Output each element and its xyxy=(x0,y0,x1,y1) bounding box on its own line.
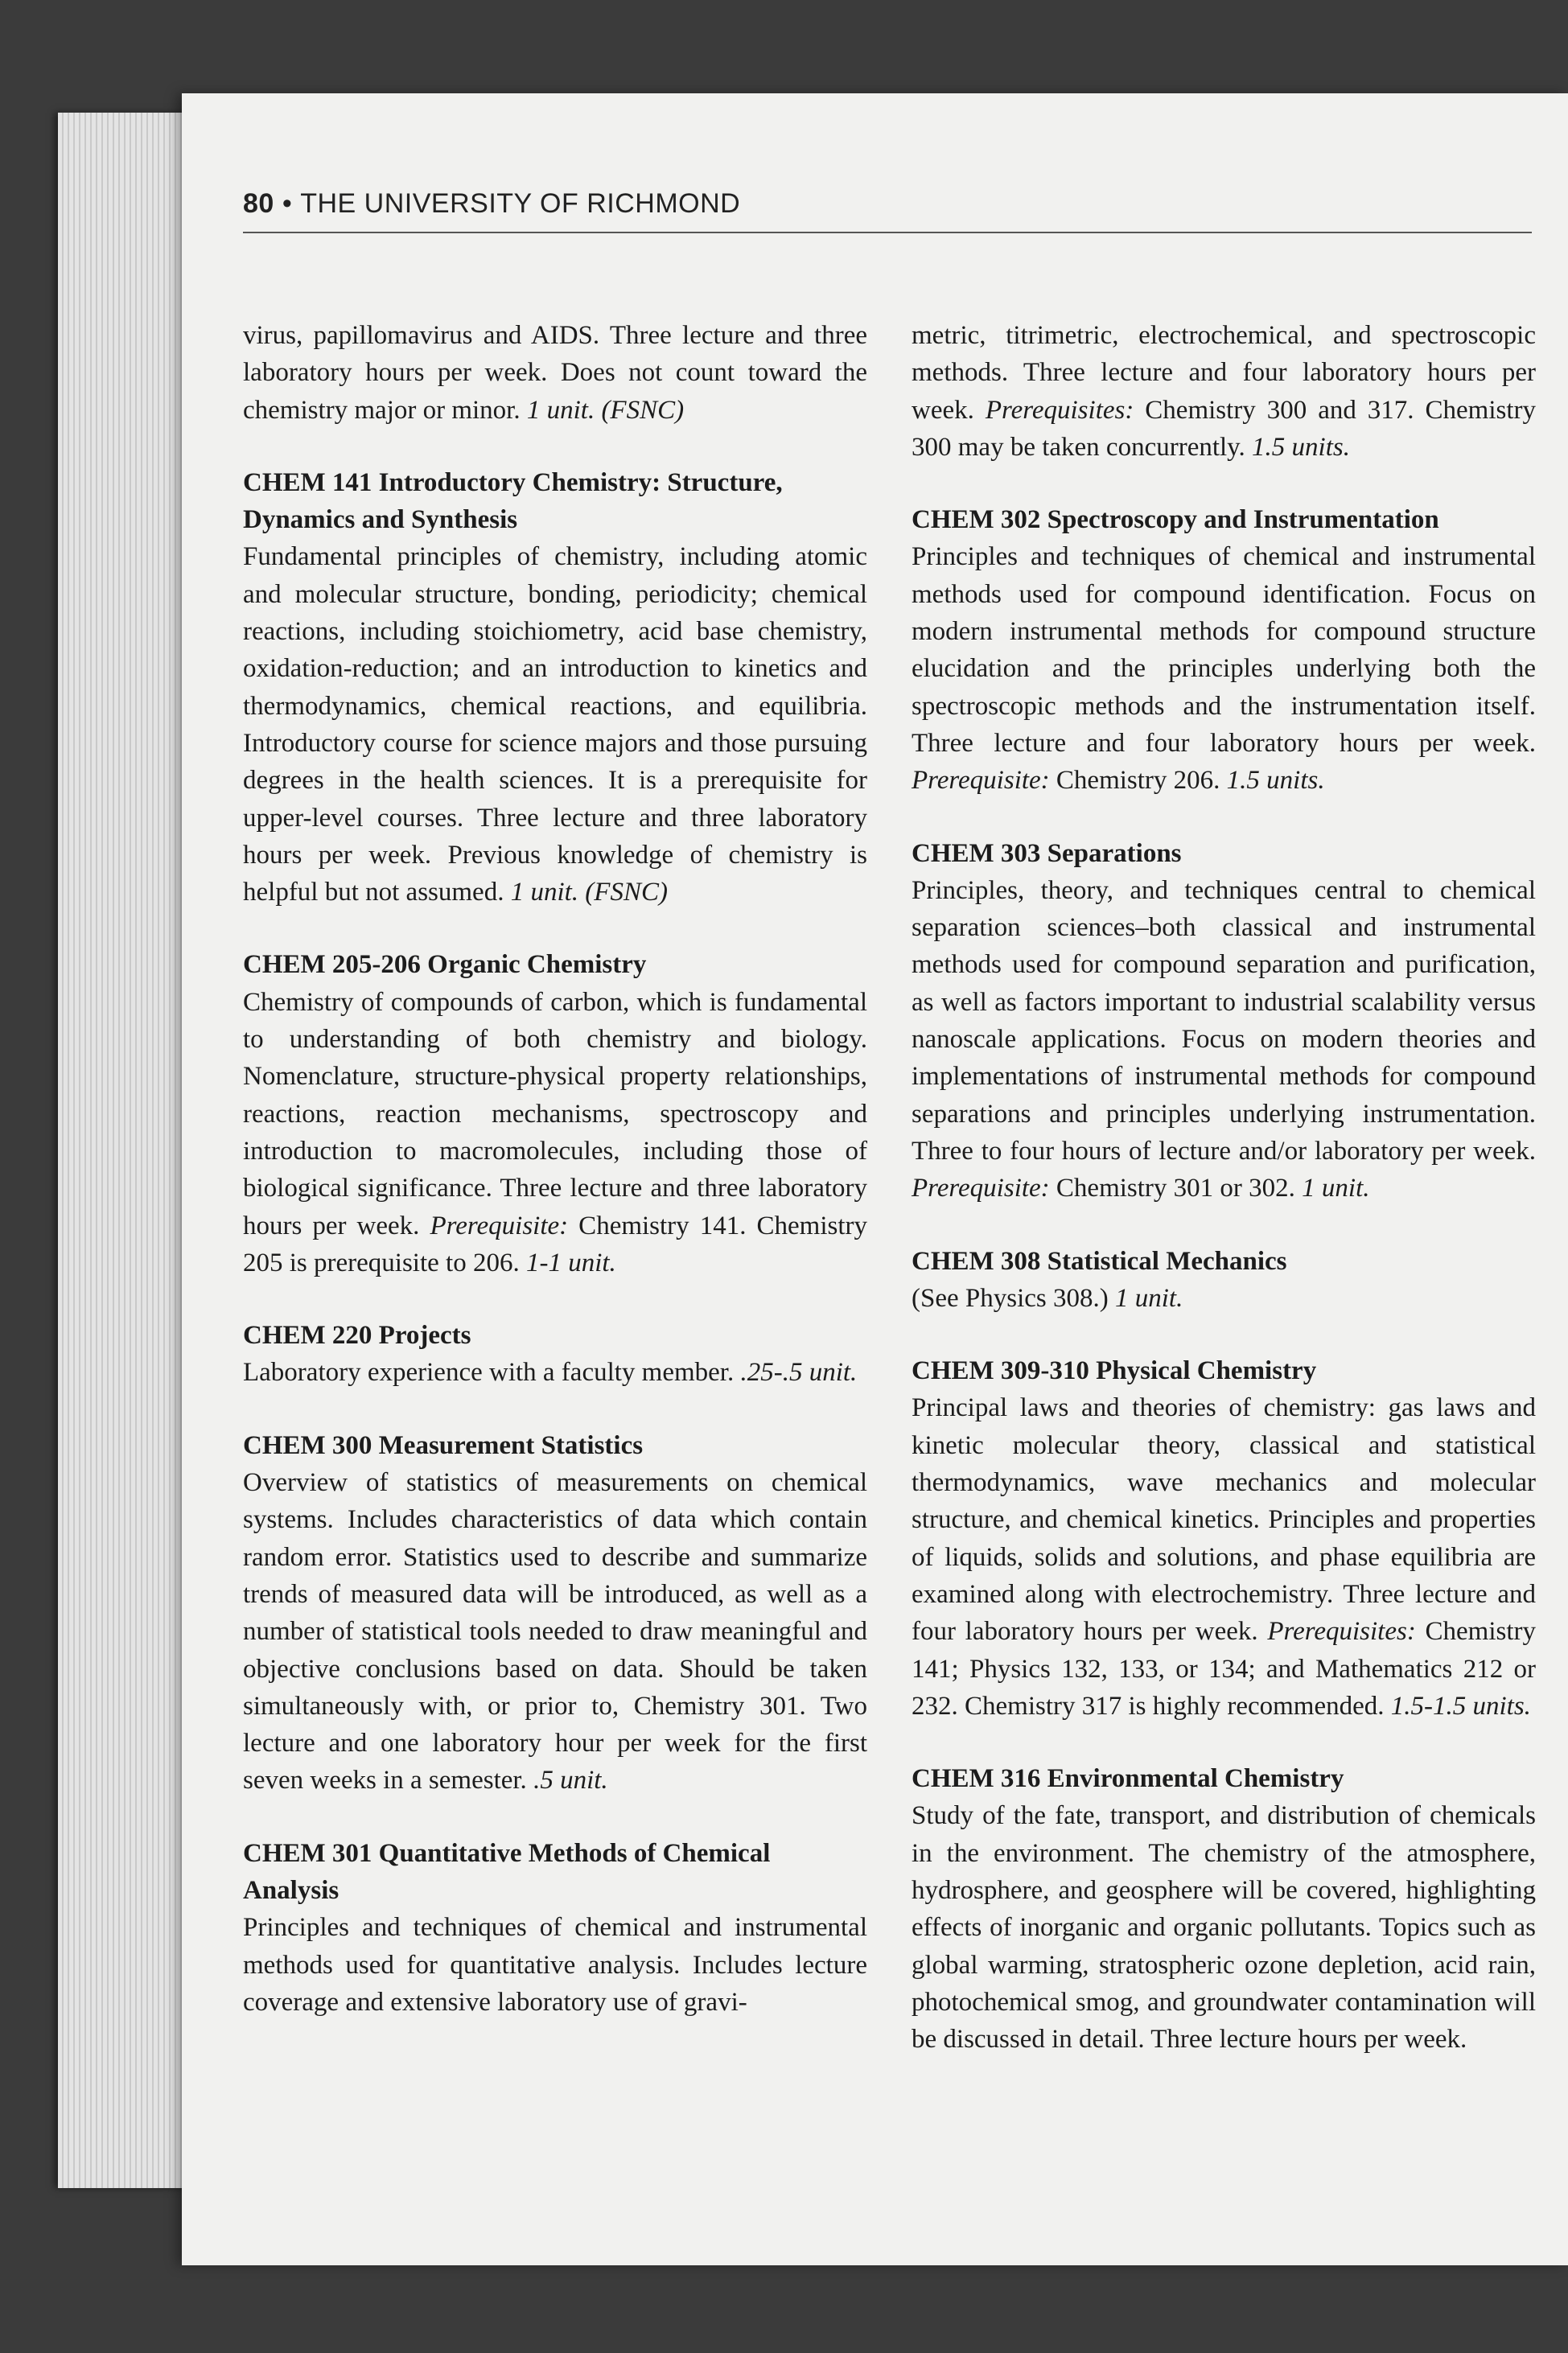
course-entry-chem302 xyxy=(912,501,1536,799)
course-title: CHEM 303 Separations xyxy=(912,838,1182,868)
prereq-text: Chemistry 300 and 317. Chemistry 300 may be taken concurrently. xyxy=(912,395,1536,462)
course-entry-chem303 xyxy=(912,835,1536,1207)
page-edge-stack xyxy=(58,113,195,2188)
course-entry-chem301 xyxy=(243,1835,867,2021)
course-title: CHEM 300 Measurement Statistics xyxy=(243,1430,644,1460)
header-separator: • xyxy=(282,188,293,219)
course-description: Principles and techniques of chemical and instrumental methods used for quantitative analysis. Includes lecture coverage and extensive laboratory use of gravi- xyxy=(243,1913,867,2017)
running-head xyxy=(243,188,740,220)
course-description: Fundamental principles of chemistry, including atomic and molecular structure, bonding, periodicity; chemical reactions, including stoichiometry, acid base chemistry, oxidation-reduction; and an introduction to kinetics and thermodynamics, chemical reactions, and equilibria. Introductory course for science majors and those pursuing degrees in the health sciences. It is a prerequisite for upper-level courses. Three lecture and three laboratory hours per week. Previous knowledge of chemistry is helpful but not assumed. 1 unit. (FSNC) xyxy=(243,542,867,907)
course-entry-continuation-right xyxy=(912,317,1536,466)
course-entry-chem300 xyxy=(243,1427,867,1800)
course-credit: .5 unit. xyxy=(533,1766,608,1796)
course-description: Principles and techniques of chemical and instrumental methods used for compound identification. Focus on modern instrumental methods for compound structure elucidation and the principles underlying both the spectroscopic methods and the instrumentation itself. Three lecture and four laboratory hours per week. Prerequisite: Chemistry 206. 1.5 units. xyxy=(912,542,1536,796)
prereq-text: Chemistry 206. xyxy=(1049,766,1227,796)
course-description: Principles, theory, and techniques central to chemical separation sciences–both classical and instrumental methods used for compound separation and purification, as well as factors important to industrial scalability versus nanoscale applications. Focus on modern theories and implementations of instrumental methods for compound separations and principles underlying instrumentation. Three to four hours of lecture and/or laboratory per week. Prerequisite: Chemistry 301 or 302. 1 unit. xyxy=(912,875,1536,1203)
entry-credit: 1.5 units. xyxy=(1252,432,1350,462)
course-credit: 1.5-1.5 units. xyxy=(1390,1691,1531,1721)
course-credit: 1-1 unit. xyxy=(525,1248,616,1277)
entry-text: virus, papillomavirus and AIDS. Three lecture and three laboratory hours per week. Does not count toward the chemistry major or minor. 1 unit. (FSNC) xyxy=(243,321,867,425)
course-description: (See Physics 308.) 1 unit. xyxy=(912,1283,1183,1313)
course-entry-chem309 xyxy=(912,1352,1536,1725)
prereq-text: Chemistry 301 or 302. xyxy=(1049,1174,1303,1203)
course-description: Principal laws and theories of chemistry: gas laws and kinetic molecular theory, classical and statistical thermodynamics, wave mechanics and molecular structure, and chemical kinetics. Principles and properties of liquids, solids and solutions, and phase equilibria are examined along with electrochemistry. Three lecture and four laboratory hours per week. Prerequisites: Chemistry 141; Physics 132, 133, or 134; and Mathematics 212 or 232. Chemistry 317 is highly recommended. 1.5-1.5 units. xyxy=(912,1393,1536,1721)
course-credit: 1 unit. xyxy=(1114,1283,1183,1313)
course-credit: 1 unit. xyxy=(1302,1174,1370,1203)
course-title: CHEM 309-310 Physical Chemistry xyxy=(912,1356,1317,1386)
course-description: Laboratory experience with a faculty member. .25-.5 unit. xyxy=(243,1358,858,1388)
course-title: CHEM 141 Introductory Chemistry: Structure, Dynamics and Synthesis xyxy=(243,467,783,535)
course-credit: .25-.5 unit. xyxy=(740,1358,858,1388)
course-description: Study of the fate, transport, and distribution of chemicals in the environment. The chemistry of the atmosphere, hydrosphere, and geosphere will be covered, highlighting effects of inorganic and organic pollutants. Topics such as global warming, stratospheric ozone depletion, acid rain, photochemical smog, and groundwater contamination will be discussed in detail. Three lecture hours per week. xyxy=(912,1801,1536,2055)
prereq-label: Prerequisite: xyxy=(430,1211,569,1240)
course-title: CHEM 302 Spectroscopy and Instrumentation xyxy=(912,505,1439,535)
course-description: Overview of statistics of measurements on chemical systems. Includes characteristics of data which contain random error. Statistics used to describe and summarize trends of measured data will be introduced, as well as a number of statistical tools needed to draw meaningful and objective conclusions based on data. Should be taken simultaneously with, or prior to, Chemistry 301. Two lecture and one laboratory hour per week for the first seven weeks in a semester. .5 unit. xyxy=(243,1468,867,1796)
prereq-label: Prerequisite: xyxy=(912,1174,1050,1203)
header-rule xyxy=(243,232,1532,233)
course-entry-chem220 xyxy=(243,1317,867,1392)
page-number: 80 xyxy=(243,188,274,219)
prereq-label: Prerequisite: xyxy=(912,766,1050,796)
course-title: CHEM 205-206 Organic Chemistry xyxy=(243,950,647,980)
right-column xyxy=(912,317,1536,2093)
course-title: CHEM 301 Quantitative Methods of Chemical Analysis xyxy=(243,1838,771,1905)
course-entry-continuation-left xyxy=(243,317,867,429)
entry-credit: 1 unit. (FSNC) xyxy=(526,395,685,425)
prereq-text: Chemistry 141; Physics 132, 133, or 134; and Mathematics 212 or 232. Chemistry 317 is highly recommended. xyxy=(912,1617,1536,1721)
course-entry-chem205 xyxy=(243,946,867,1281)
course-title: CHEM 220 Projects xyxy=(243,1321,471,1351)
course-entry-chem308 xyxy=(912,1243,1536,1318)
course-credit: 1 unit. (FSNC) xyxy=(510,878,668,907)
entry-text: metric, titrimetric, electrochemical, and spectroscopic methods. Three lecture and four laboratory hours per week. Prerequisites: Chemistry 300 and 317. Chemistry 300 may be taken concurrently. 1.5 units. xyxy=(912,321,1536,462)
course-title: CHEM 316 Environmental Chemistry xyxy=(912,1764,1344,1794)
prereq-label: Prerequisites: xyxy=(985,395,1134,425)
course-credit: 1.5 units. xyxy=(1226,766,1325,796)
course-description: Chemistry of compounds of carbon, which is fundamental to understanding of both chemistry and biology. Nomenclature, structure-physical property relationships, reactions, reaction mechanisms, spectroscopy and introduction to macromolecules, including those of biological significance. Three lecture and three laboratory hours per week. Prerequisite: Chemistry 141. Chemistry 205 is prerequisite to 206. 1-1 unit. xyxy=(243,987,867,1277)
course-entry-chem316 xyxy=(912,1760,1536,2058)
header-title: THE UNIVERSITY OF RICHMOND xyxy=(300,188,741,219)
prereq-text: Chemistry 141. Chemistry 205 is prerequisite to 206. xyxy=(243,1211,867,1277)
prereq-label: Prerequisites: xyxy=(1267,1617,1416,1647)
course-title: CHEM 308 Statistical Mechanics xyxy=(912,1246,1287,1276)
left-column xyxy=(243,317,867,2056)
course-entry-chem141 xyxy=(243,464,867,911)
